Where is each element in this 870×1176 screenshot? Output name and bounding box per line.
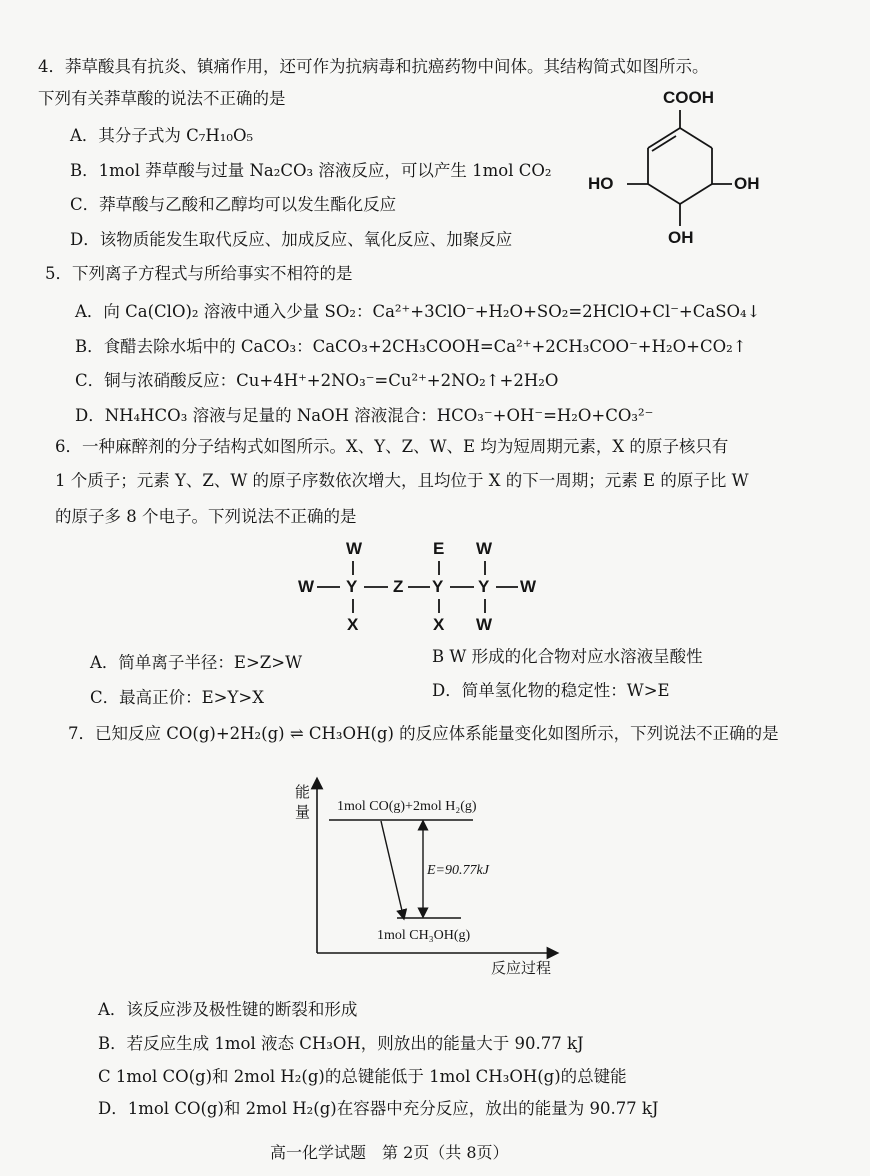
energy-diagram — [285, 775, 575, 980]
q7-option-a: A．该反应涉及极性键的断裂和形成 — [98, 1000, 358, 1019]
q7-option-d: D．1mol CO(g)和 2mol H₂(g)在容器中充分反应，放出的能量为 90.77 kJ — [98, 1099, 659, 1118]
atom-y-2: Y — [432, 577, 444, 596]
q5-option-b: B．食醋去除水垢中的 CaCO₃：CaCO₃+2CH₃COOH=Ca²⁺+2CH₃COO⁻+H₂O+CO₂↑ — [75, 337, 747, 356]
q4-stem-line2: 下列有关莽草酸的说法不正确的是 — [38, 89, 286, 108]
reaction-arrow — [381, 821, 403, 915]
y-axis-label-1: 能 — [295, 783, 311, 801]
energy-value-label: E=90.77kJ — [427, 863, 489, 878]
x-axis-label: 反应过程 — [491, 959, 552, 977]
q4-option-b: B．1mol 莽草酸与过量 Na₂CO₃ 溶液反应，可以产生 1mol CO₂ — [70, 161, 552, 180]
atom-w-right: W — [520, 577, 537, 596]
atom-x-2: X — [433, 615, 445, 634]
atom-e: E — [433, 539, 445, 558]
q5-stem: 5．下列离子方程式与所给事实不相符的是 — [45, 264, 353, 283]
energy-diagram-svg — [285, 775, 575, 980]
oh-right-label: OH — [734, 174, 760, 193]
atom-w-top-3: W — [476, 539, 493, 558]
q4-option-c: C．莽草酸与乙酸和乙醇均可以发生酯化反应 — [70, 195, 397, 214]
cooh-label: COOH — [663, 88, 714, 107]
q6-option-d: D．简单氢化物的稳定性：W>E — [432, 681, 670, 700]
q7-option-c: C 1mol CO(g)和 2mol H₂(g)的总键能低于 1mol CH₃OH(g)的总键能 — [98, 1067, 627, 1086]
q5-option-a: A．向 Ca(ClO)₂ 溶液中通入少量 SO₂：Ca²⁺+3ClO⁻+H₂O+SO₂=2HClO+Cl⁻+CaSO₄↓ — [75, 302, 761, 321]
atom-y-1: Y — [346, 577, 358, 596]
q6-stem-line1: 6．一种麻醉剂的分子结构式如图所示。X、Y、Z、W、E 均为短周期元素，X 的原子核只有 — [55, 437, 729, 456]
anesthetic-structure — [290, 535, 550, 640]
lower-level-label: 1mol CH₃OH(g) — [377, 928, 471, 943]
atom-y-3: Y — [478, 577, 490, 596]
atom-w-top-1: W — [346, 539, 363, 558]
upper-level-label: 1mol CO(g)+2mol H₂(g) — [337, 799, 477, 814]
atom-w-left: W — [298, 577, 315, 596]
page-footer: 高一化学试题 第 2页（共 8页） — [270, 1143, 509, 1162]
q6-stem-line3: 的原子多 8 个电子。下列说法不正确的是 — [55, 507, 357, 526]
oh-bottom-label: OH — [668, 228, 694, 247]
q6-stem-line2: 1 个质子；元素 Y、Z、W 的原子序数依次增大，且均位于 X 的下一周期；元素 E 的原子比 W — [55, 471, 749, 490]
shikimic-acid-structure — [580, 80, 780, 260]
q6-option-c: C．最高正价：E>Y>X — [90, 688, 264, 707]
atom-x-1: X — [347, 615, 359, 634]
q6-option-b: B W 形成的化合物对应水溶液呈酸性 — [432, 647, 703, 666]
atom-z: Z — [393, 577, 404, 596]
q5-option-d: D．NH₄HCO₃ 溶液与足量的 NaOH 溶液混合：HCO₃⁻+OH⁻=H₂O+CO₃²⁻ — [75, 406, 654, 425]
q6-option-a: A．简单离子半径：E>Z>W — [90, 653, 303, 672]
atom-w-bottom-3: W — [476, 615, 493, 634]
q4-option-a: A．其分子式为 C₇H₁₀O₅ — [70, 126, 254, 145]
q4-option-d: D．该物质能发生取代反应、加成反应、氧化反应、加聚反应 — [70, 230, 513, 249]
q5-option-c: C．铜与浓硝酸反应：Cu+4H⁺+2NO₃⁻=Cu²⁺+2NO₂↑+2H₂O — [75, 371, 559, 390]
y-axis-label-2: 量 — [295, 803, 311, 821]
q4-stem-line1: 4．莽草酸具有抗炎、镇痛作用，还可作为抗病毒和抗癌药物中间体。其结构简式如图所示。 — [38, 57, 709, 76]
q7-stem: 7．已知反应 CO(g)+2H₂(g) ⇌ CH₃OH(g) 的反应体系能量变化如图所示，下列说法不正确的是 — [68, 724, 779, 743]
structure-bonds — [290, 535, 550, 640]
q7-option-b: B．若反应生成 1mol 液态 CH₃OH，则放出的能量大于 90.77 kJ — [98, 1034, 584, 1053]
ho-left-label: HO — [588, 174, 614, 193]
